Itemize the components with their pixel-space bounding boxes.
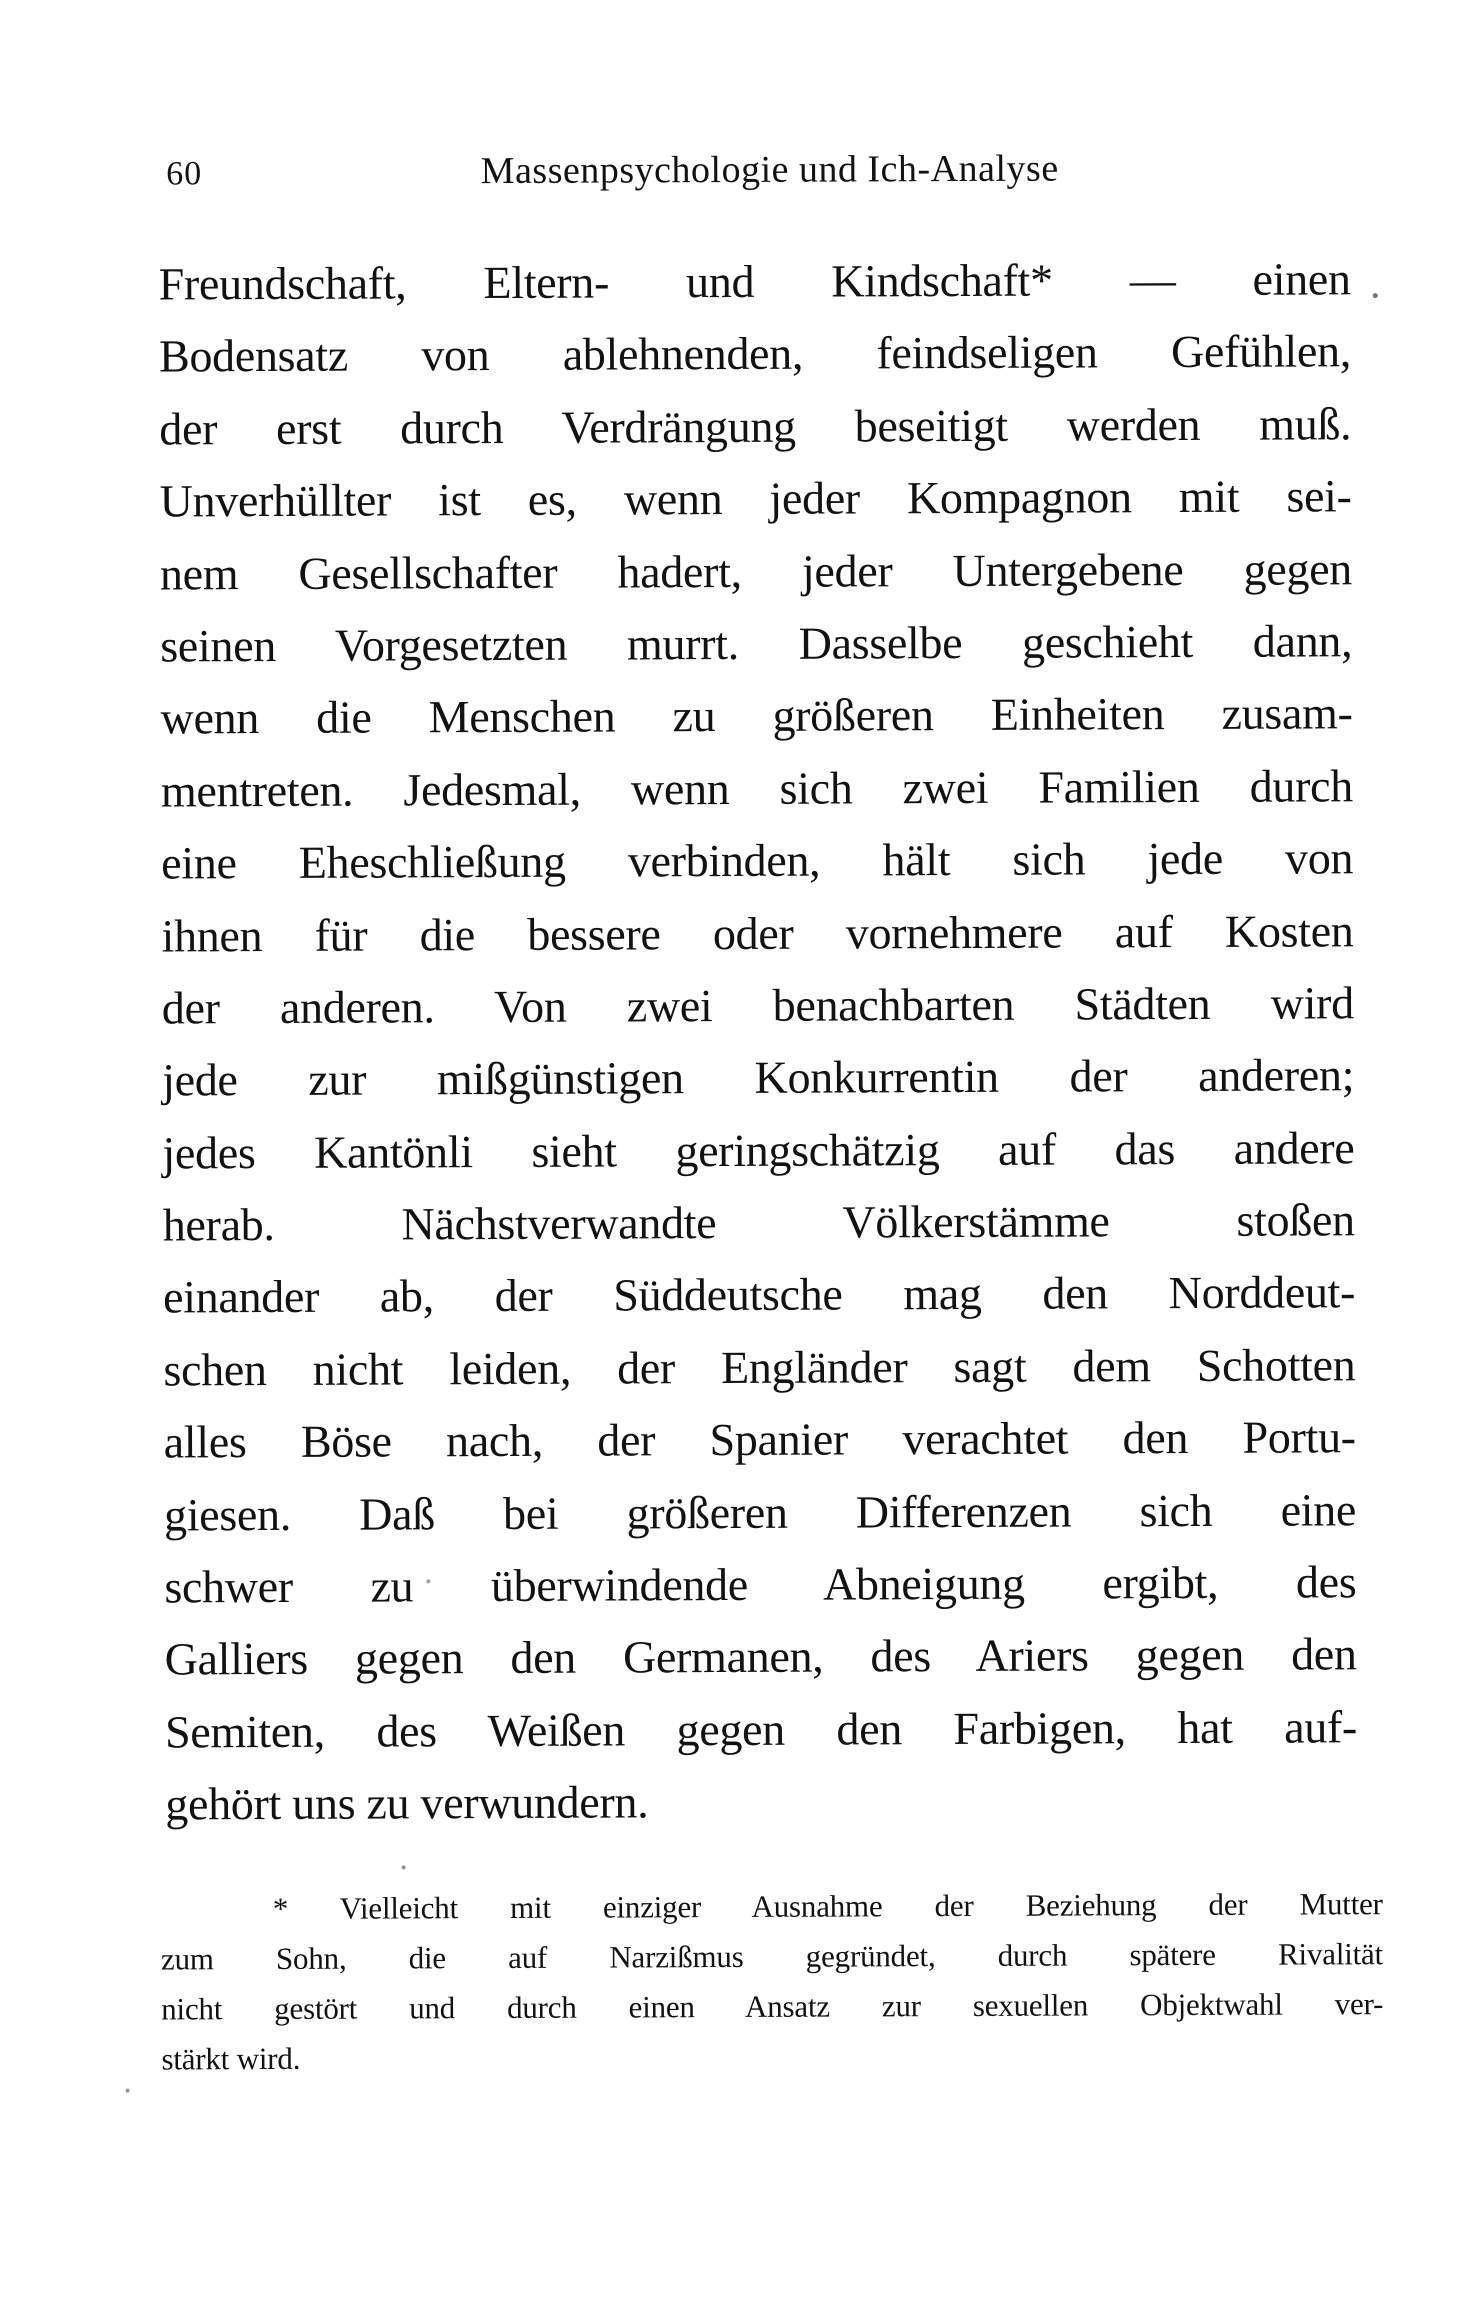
- body-line: Freundschaft, Eltern- und Kindschaft* — einen: [158, 253, 1351, 310]
- body-line: ihnen für die bessere oder vornehmere auf Kosten: [161, 904, 1354, 961]
- page-number: 60: [166, 155, 203, 193]
- footnote-block: [161, 1879, 1384, 2084]
- body-line: giesen. Daß bei größeren Differenzen sich eine: [163, 1483, 1357, 1541]
- body-line: gehört uns zu verwundern.: [165, 1776, 649, 1830]
- body-text-block: [159, 243, 1358, 1841]
- body-line: alles Böse nach, der Spanier verachtet den Portu-: [163, 1411, 1356, 1468]
- scan-speck: [402, 1865, 406, 1869]
- running-header-title: Massenpsychologie und Ich-Analyse: [480, 147, 1059, 193]
- body-line: mentreten. Jedesmal, wenn sich zwei Familien durch: [160, 760, 1353, 817]
- body-line: der erst durch Verdrängung beseitigt werden muß.: [159, 398, 1352, 455]
- body-line: einander ab, der Süddeutsche mag den Norddeut-: [162, 1266, 1356, 1323]
- footnote-line: nicht gestört und durch einen Ansatz zur sexuellen Objektwahl ver-: [161, 1986, 1384, 2027]
- body-line: seinen Vorgesetzten murrt. Dasselbe geschieht dann,: [160, 615, 1353, 672]
- body-line: eine Eheschließung verbinden, hält sich jede von: [161, 832, 1354, 889]
- body-line: Semiten, des Weißen gegen den Farbigen, hat auf-: [164, 1701, 1358, 1758]
- body-line: Bodensatz von ablehnenden, feindseligen Gefühlen,: [158, 325, 1352, 382]
- scan-speck: [1373, 293, 1378, 298]
- footnote-line: zum Sohn, die auf Narzißmus gegründet, durch spätere Rivalität: [160, 1936, 1384, 1977]
- scan-speck: [426, 1579, 430, 1583]
- footnote-line: * Vielleicht mit einziger Ausnahme der Beziehung der Mutter: [272, 1886, 1383, 1926]
- body-line: schen nicht leiden, der Engländer sagt dem Schotten: [163, 1339, 1356, 1396]
- body-line: Galliers gegen den Germanen, des Ariers gegen den: [164, 1628, 1357, 1685]
- footnote-line: stärkt wird.: [161, 2040, 301, 2077]
- body-line: schwer zu überwindende Abneigung ergibt, des: [164, 1556, 1357, 1613]
- scan-speck: [126, 2089, 130, 2093]
- body-line: wenn die Menschen zu größeren Einheiten zusam-: [160, 687, 1353, 744]
- body-line: nem Gesellschafter hadert, jeder Untergebene gegen: [159, 542, 1353, 600]
- body-line: jedes Kantönli sieht geringschätzig auf das andere: [162, 1121, 1355, 1179]
- body-line: Unverhüllter ist es, wenn jeder Kompagnon mit sei-: [159, 470, 1352, 527]
- body-line: jede zur mißgünstigen Konkurrentin der anderen;: [162, 1049, 1355, 1106]
- body-line: der anderen. Von zwei benachbarten Städten wird: [161, 977, 1354, 1034]
- body-line: herab. Nächstverwandte Völkerstämme stoßen: [162, 1194, 1355, 1251]
